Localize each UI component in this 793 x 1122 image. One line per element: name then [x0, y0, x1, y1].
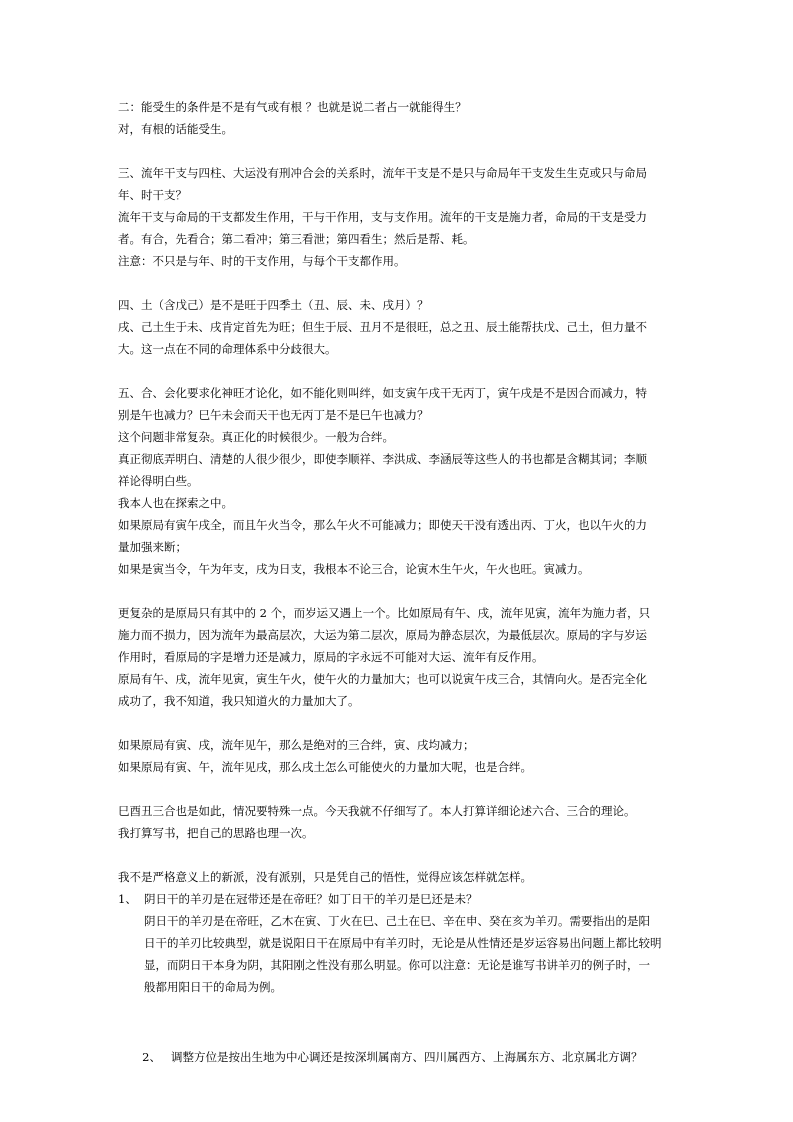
document-page	[118, 96, 678, 1068]
section-q4	[118, 294, 678, 360]
answer-line: 者。有合，先看合；第二看冲；第三看泄；第四看生；然后是帮、耗。	[118, 232, 475, 246]
answer-line: 祥论得明白些。	[118, 474, 199, 488]
answer-line: 大。这一点在不同的命理体系中分歧很大。	[118, 342, 337, 356]
question-line: 年、时干支？	[118, 188, 187, 202]
answer-line: 阴日干的羊刃是在帝旺，乙木在寅、丁火在巳、己土在巳、辛在申、癸在亥为羊刃。需要指出的是阳	[144, 914, 650, 928]
item-answer	[118, 910, 678, 998]
paragraph-line: 更复杂的是原局只有其中的 2 个，而岁运又遇上一个。比如原局有午、戌，流年见寅，流年为施力者，只	[118, 606, 651, 620]
answer-line: 量加强来断；	[118, 540, 187, 554]
paragraph-line: 作用时，看原局的字是增力还是减力，原局的字永远不可能对大运、流年有反作用。	[118, 650, 544, 664]
item-question: 调整方位是按出生地为中心调还是按深圳属南方、四川属西方、上海属东方、北京属北方调？	[171, 1050, 643, 1064]
answer-line: 日干的羊刃比较典型，就是说阳日干在原局中有羊刃时，无论是从性情还是岁运容易出问题上都比较明	[144, 936, 662, 950]
section-list	[118, 866, 678, 1068]
item-number: 2、	[142, 1050, 161, 1064]
answer-line: 显，而阴日干本身为阴，其阳刚之性没有那么明显。你可以注意：无论是谁写书讲羊刃的例子时，一	[144, 958, 650, 972]
answer-line: 如果是寅当令，午为年支，戌为日支，我根本不论三合，论寅木生午火，午火也旺。寅减力。	[118, 562, 590, 576]
paragraph-line: 如果原局有寅、戌，流年见午，那么是绝对的三合绊，寅、戌均减力；	[118, 738, 475, 752]
answer-line: 我本人也在探索之中。	[118, 496, 233, 510]
question-line: 别是午也减力？巳午未会而天干也无丙丁是不是巳午也减力？	[118, 408, 429, 422]
paragraph-line: 巳酉丑三合也是如此，情况要特殊一点。今天我就不仔细写了。本人打算详细论述六合、三合的理论。	[118, 804, 636, 818]
answer-line: 真正彻底弄明白、清楚的人很少很少，即使李顺祥、李洪成、李涵辰等这些人的书也都是含糊其词；李顺	[118, 452, 647, 466]
section-q2	[118, 96, 678, 140]
note-line: 注意：不只是与年、时的干支作用，与每个干支都作用。	[118, 254, 406, 268]
answer-line: 流年干支与命局的干支都发生作用，干与干作用，支与支作用。流年的干支是施力者，命局的干支是受力	[118, 210, 647, 224]
question-line: 五、合、会化要求化神旺才论化，如不能化则叫绊，如支寅午戌干无丙丁，寅午戌是不是因合而减力，特	[118, 386, 647, 400]
answer-line: 对，有根的话能受生。	[118, 122, 233, 136]
paragraph-line: 施力而不损力，因为流年为最高层次，大运为第二层次，原局为静态层次，为最低层次。原局的字与岁运	[118, 628, 647, 642]
list-item	[118, 1046, 678, 1068]
answer-line: 如果原局有寅午戌全，而且午火当令，那么午火不可能减力；即使天干没有透出丙、丁火，也以午火的力	[118, 518, 647, 532]
paragraph-line: 如果原局有寅、午，流年见戌，那么戌土怎么可能使火的力量加大呢，也是合绊。	[118, 760, 532, 774]
answer-line: 戌、己土生于未、戌肯定首先为旺；但生于辰、丑月不是很旺，总之丑、辰土能帮扶戊、己土，但力量不	[118, 320, 647, 334]
paragraph-line: 原局有午、戌，流年见寅，寅生午火，使午火的力量加大；也可以说寅午戌三合，其情向火。是否完全化	[118, 672, 647, 686]
intro-line: 我不是严格意义上的新派，没有派别，只是凭自己的悟性，觉得应该怎样就怎样。	[118, 870, 532, 884]
item-question: 阴日干的羊刃是在冠带还是在帝旺？如丁日干的羊刃是巳还是未？	[144, 892, 478, 906]
paragraph-line: 成功了，我不知道，我只知道火的力量加大了。	[118, 694, 360, 708]
section-sanhe	[118, 800, 678, 844]
answer-line: 这个问题非常复杂。真正化的时候很少。一般为合绊。	[118, 430, 394, 444]
question-line: 二：能受生的条件是不是有气或有根 ？也就是说二者占一就能得生？	[118, 100, 467, 114]
list-item	[118, 888, 678, 910]
question-line: 三、流年干支与四柱、大运没有刑冲合会的关系时，流年干支是不是只与命局年干支发生生克或只与命局	[118, 166, 647, 180]
section-combo	[118, 734, 678, 778]
section-q5	[118, 382, 678, 580]
paragraph-line: 我打算写书，把自己的思路也理一次。	[118, 826, 314, 840]
answer-line: 般都用阳日干的命局为例。	[144, 980, 282, 994]
section-complex	[118, 602, 678, 712]
item-number: 1、	[118, 892, 137, 906]
question-line: 四、土（含戊己）是不是旺于四季土（丑、辰、未、戌月）？	[118, 298, 429, 312]
section-q3	[118, 162, 678, 272]
